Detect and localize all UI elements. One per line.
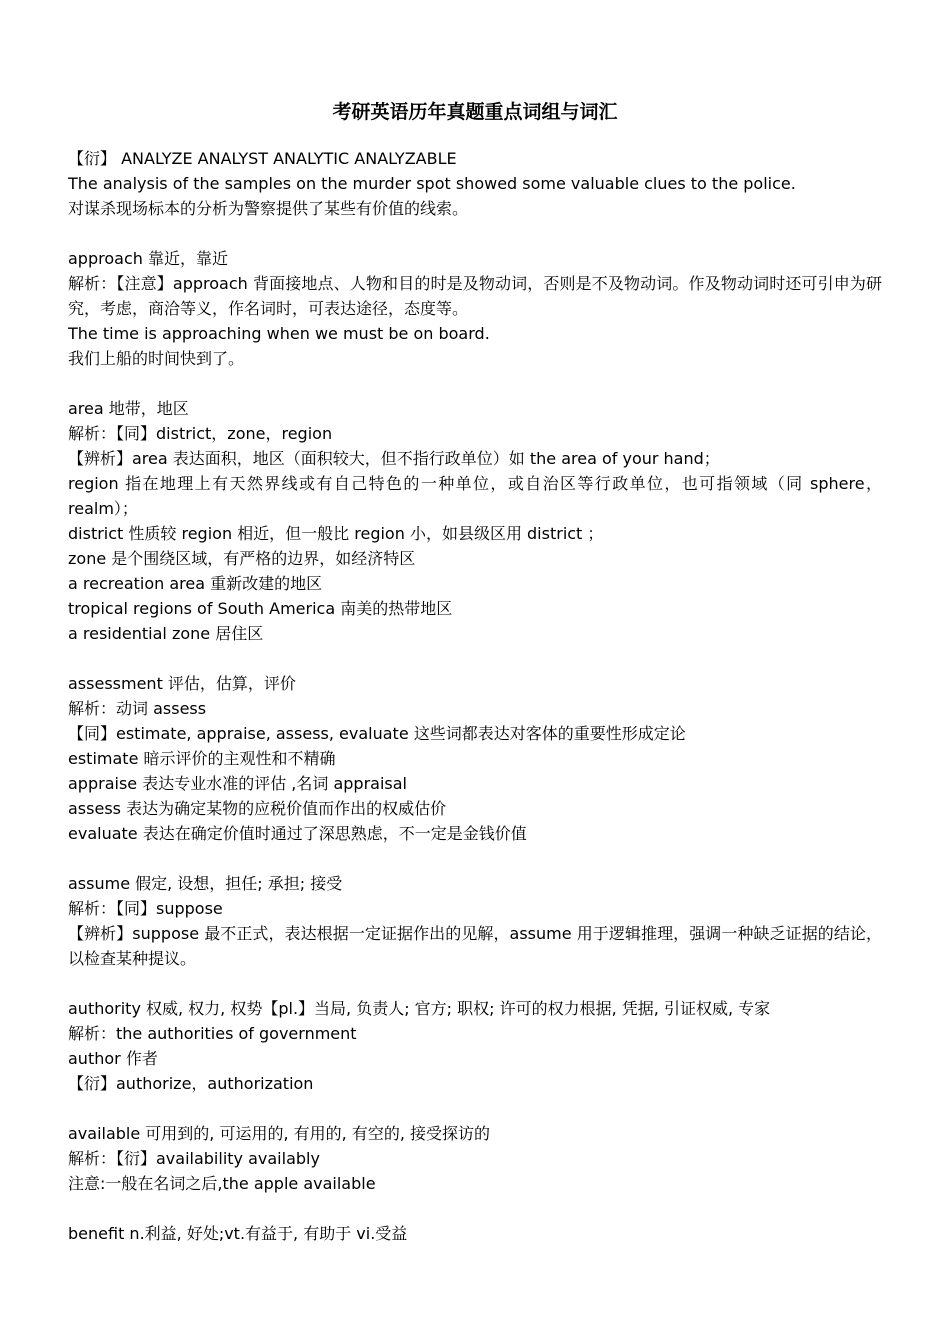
text-line: 【辨析】suppose 最不正式，表达根据一定证据作出的见解，assume 用于逻辑推理，强调一种缺乏证据的结论，以检查某种提议。	[68, 924, 882, 968]
text-line: a recreation area 重新改建的地区	[68, 574, 323, 593]
text-line: approach 靠近，靠近	[68, 249, 228, 268]
text-line: benefit n.利益, 好处;vt.有益于, 有助于 vi.受益	[68, 1224, 408, 1243]
text-line: 【衍】authorize，authorization	[68, 1074, 314, 1093]
text-line: author 作者	[68, 1049, 158, 1068]
text-line: region 指在地理上有天然界线或有自己特色的一种单位，或自治区等行政单位，也可指领域（同 sphere，realm）；	[68, 474, 882, 518]
text-line: 【辨析】area 表达面积，地区（面积较大，但不指行政单位）如 the area of your hand；	[68, 449, 720, 468]
text-line: assess 表达为确定某物的应税价值而作出的权威估价	[68, 799, 447, 818]
text-line: 解析：【衍】availability availably	[68, 1149, 320, 1168]
text-line: a residential zone 居住区	[68, 624, 264, 643]
text-line: authority 权威, 权力, 权势【pl.】当局, 负责人; 官方; 职权; 许可的权力根据, 凭据, 引证权威, 专家	[68, 999, 771, 1018]
text-line: assessment 评估，估算，评价	[68, 674, 296, 693]
text-line: assume 假定, 设想，担任; 承担; 接受	[68, 874, 343, 893]
text-line: 我们上船的时间快到了。	[68, 349, 245, 368]
text-line: 解析：【注意】approach 背面接地点、人物和目的时是及物动词，否则是不及物动词。作及物动词时还可引申为研究，考虑，商洽等义，作名词时，可表达途径，态度等。	[68, 274, 882, 318]
text-line: available 可用到的, 可运用的, 有用的, 有空的, 接受探访的	[68, 1124, 490, 1143]
text-line: 【衍】 ANALYZE ANALYST ANALYTIC ANALYZABLE	[68, 149, 457, 168]
blank-line	[68, 971, 882, 996]
text-line: estimate 暗示评价的主观性和不精确	[68, 749, 336, 768]
blank-line	[68, 1096, 882, 1121]
text-line: tropical regions of South America 南美的热带地区	[68, 599, 453, 618]
document-body	[68, 146, 882, 1246]
text-line: 注意:一般在名词之后,the apple available	[68, 1174, 376, 1193]
text-line: The analysis of the samples on the murder spot showed some valuable clues to the police.	[68, 174, 796, 193]
text-line: zone 是个围绕区域，有严格的边界，如经济特区	[68, 549, 416, 568]
text-line: The time is approaching when we must be on board.	[68, 324, 490, 343]
blank-line	[68, 1196, 882, 1221]
blank-line	[68, 646, 882, 671]
text-line: 解析：the authorities of government	[68, 1024, 357, 1043]
text-line: 对谋杀现场标本的分析为警察提供了某些有价值的线索。	[68, 199, 469, 218]
document-title: 考研英语历年真题重点词组与词汇	[332, 101, 618, 123]
document-page	[68, 96, 882, 1246]
text-line: 解析：【同】district，zone，region	[68, 424, 333, 443]
blank-line	[68, 221, 882, 246]
text-line: 解析：动词 assess	[68, 699, 207, 718]
blank-line	[68, 371, 882, 396]
text-line: appraise 表达专业水准的评估 ,名词 appraisal	[68, 774, 408, 793]
text-line: 【同】estimate, appraise, assess, evaluate 这些词都表达对客体的重要性形成定论	[68, 724, 686, 743]
text-line: area 地带，地区	[68, 399, 189, 418]
text-line: district 性质较 region 相近，但一般比 region 小，如县级区用 district ；	[68, 524, 604, 543]
text-line: evaluate 表达在确定价值时通过了深思熟虑，不一定是金钱价值	[68, 824, 527, 843]
text-line: 解析：【同】suppose	[68, 899, 223, 918]
blank-line	[68, 846, 882, 871]
